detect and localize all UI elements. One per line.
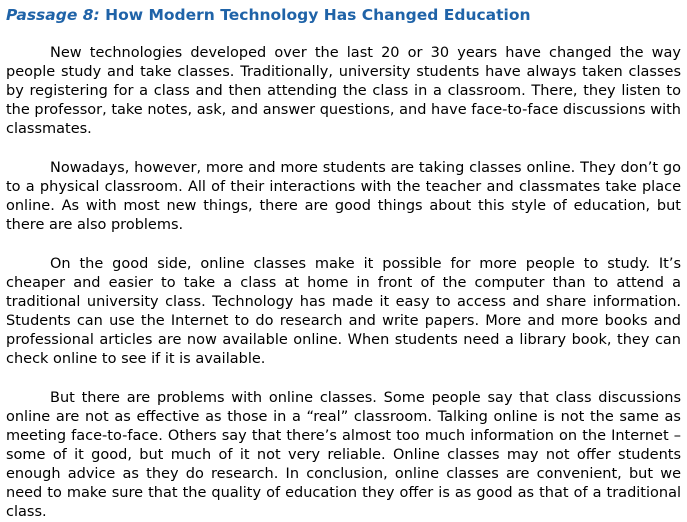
paragraph-1: New technologies developed over the last 20 or 30 years have changed the way people study and take classes. Traditionally, university students have always taken classes by registering for a class and then attending the class in a classroom. There, they listen to the professor, take notes, ask, and answer questions, and have face-to-face discussions with classmates. <box>6 45 681 137</box>
passage-label: Passage 8: <box>6 6 100 24</box>
passage-title <box>6 5 681 25</box>
paragraph-3: On the good side, online classes make it possible for more people to study. It’s cheaper and easier to take a class at home in front of the computer than to attend a traditional university class. Technology has made it easy to access and share information. Students can use the Internet to do research and write papers. More and more books and professional articles are now available online. When students need a library book, they can check online to see if it is available. <box>6 256 681 367</box>
paragraph-4: But there are problems with online classes. Some people say that class discussions online are not as effective as those in a “real” classroom. Talking online is not the same as meeting face-to-face. Others say that there’s almost too much information on the Internet – some of it good, but much of it not very reliable. Online classes may not offer students enough advice as they do research. In conclusion, online classes are convenient, but we need to make sure that the quality of education they offer is as good as that of a traditional class. <box>6 390 681 520</box>
paragraph-2: Nowadays, however, more and more students are taking classes online. They don’t go to a physical classroom. All of their interactions with the teacher and classmates take place online. As with most new things, there are good things about this style of education, but there are also problems. <box>6 160 681 233</box>
passage-heading: How Modern Technology Has Changed Education <box>105 6 531 24</box>
